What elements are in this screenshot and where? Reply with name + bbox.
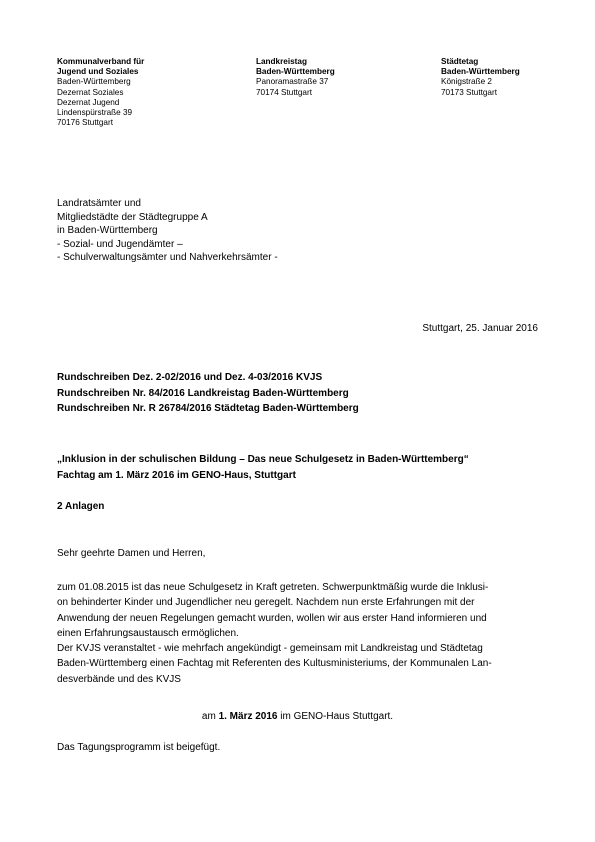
salutation: Sehr geehrte Damen und Herren, <box>57 548 206 559</box>
letter-date: Stuttgart, 25. Januar 2016 <box>422 323 538 334</box>
event-suffix: im GENO-Haus Stuttgart. <box>277 711 394 722</box>
sender-address-line: Dezernat Jugend <box>57 97 120 107</box>
sender-address-line: 70173 Stuttgart <box>441 87 497 97</box>
body-line: desverbände und des KVJS <box>57 673 181 685</box>
recipient-line: Landratsämter und <box>57 198 141 209</box>
subject-subtitle: Fachtag am 1. März 2016 im GENO-Haus, Stuttgart <box>57 469 296 481</box>
subject-block <box>57 452 469 483</box>
body-line: einen Erfahrungsaustausch ermöglichen. <box>57 627 239 639</box>
sender-name: Städtetag <box>441 57 479 66</box>
recipient-line: in Baden-Württemberg <box>57 225 158 236</box>
reference-block <box>57 370 359 417</box>
sender-address-line: 70176 Stuttgart <box>57 118 113 128</box>
reference-line: Rundschreiben Nr. R 26784/2016 Städtetag Baden-Württemberg <box>57 403 359 414</box>
body-line: Anwendung der neuen Regelungen gemacht wurden, wollen wir aus erster Hand informieren und <box>57 612 487 624</box>
body-line: on behinderter Kinder und Jugendlicher neu geregelt. Nachdem nun erste Erfahrungen mit der <box>57 597 475 609</box>
sender-name: Jugend und Soziales <box>57 67 139 77</box>
sender-name: Baden-Württemberg <box>256 67 335 77</box>
sender-landkreistag <box>256 57 335 98</box>
recipient-address <box>57 197 278 265</box>
sender-name: Kommunalverband für <box>57 57 145 66</box>
sender-address-line: Baden-Württemberg <box>57 77 131 87</box>
reference-line: Rundschreiben Nr. 84/2016 Landkreistag Baden-Württemberg <box>57 387 349 399</box>
sender-address-line: Königstraße 2 <box>441 77 492 87</box>
event-date: 1. März 2016 <box>218 711 278 722</box>
body-line: Der KVJS veranstaltet - wie mehrfach angekündigt - gemeinsam mit Landkreistag und Städtetag <box>57 643 483 655</box>
recipient-line: - Schulverwaltungsämter und Nahverkehrsämter - <box>57 252 278 263</box>
recipient-line: Mitgliedstädte der Städtegruppe A <box>57 211 208 223</box>
event-prefix: am <box>201 711 219 722</box>
body-paragraph <box>57 580 539 687</box>
sender-name: Baden-Württemberg <box>441 67 520 77</box>
sender-address-line: Lindenspürstraße 39 <box>57 108 133 118</box>
sender-address-line: 70174 Stuttgart <box>256 87 312 97</box>
sender-staedtetag <box>441 57 520 98</box>
sender-address-line: Dezernat Soziales <box>57 87 124 97</box>
sender-kvjs <box>57 57 144 128</box>
body-line: zum 01.08.2015 ist das neue Schulgesetz in Kraft getreten. Schwerpunktmäßig wurde die Inklusi- <box>57 582 489 593</box>
sender-name: Landkreistag <box>256 57 307 66</box>
reference-line: Rundschreiben Dez. 2-02/2016 und Dez. 4-03/2016 KVJS <box>57 372 323 383</box>
recipient-line: - Sozial- und Jugendämter – <box>57 238 183 250</box>
attachments-note: 2 Anlagen <box>57 501 105 512</box>
sender-address-line: Panoramastraße 37 <box>256 77 329 87</box>
subject-title: „Inklusion in der schulischen Bildung – Das neue Schulgesetz in Baden-Württemberg“ <box>57 454 469 465</box>
event-line <box>0 711 595 722</box>
body-line: Baden-Württemberg einen Fachtag mit Referenten des Kultusministeriums, der Kommunalen Lan- <box>57 658 492 670</box>
closing-note: Das Tagungsprogramm ist beigefügt. <box>57 742 221 753</box>
